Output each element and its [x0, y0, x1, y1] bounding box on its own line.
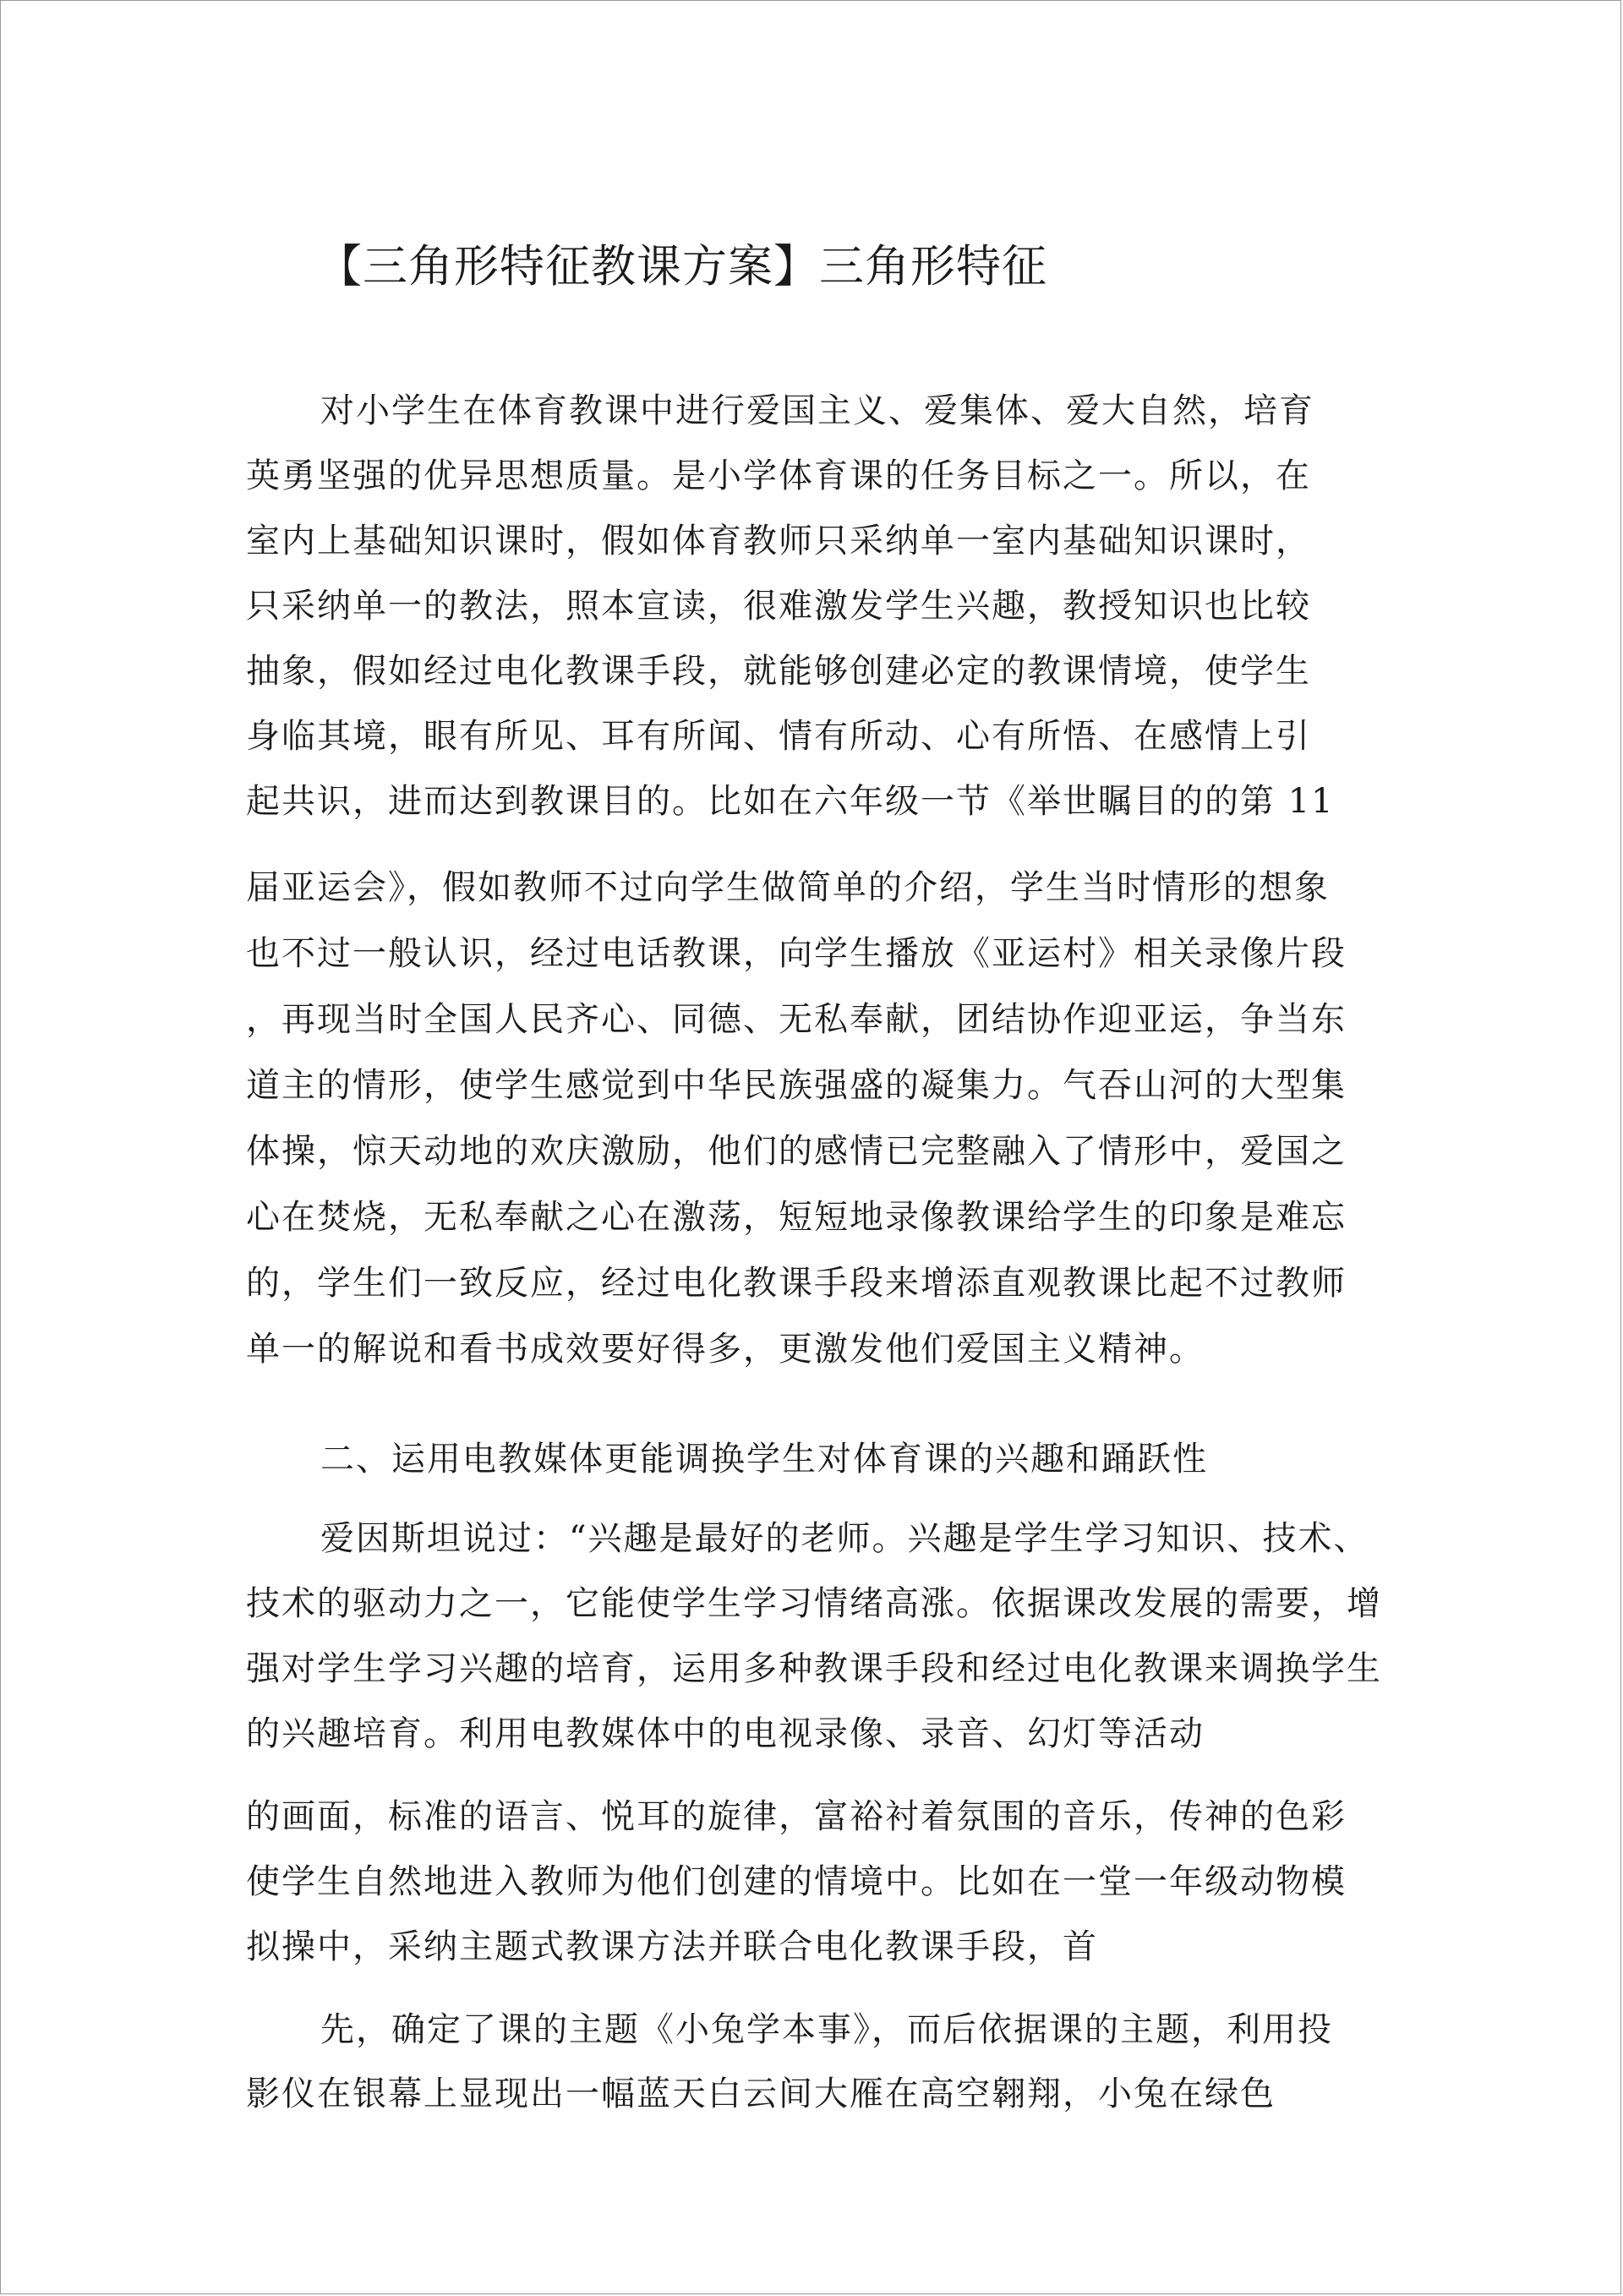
paragraph-line: ，再现当时全国人民齐心、同德、无私奉献，团结协作迎亚运，争当东 — [246, 1000, 1347, 1039]
paragraph-line: 爱因斯坦说过：“兴趣是最好的老师。兴趣是学生学习知识、技术、 — [320, 1519, 1369, 1558]
paragraph-line: 也不过一般认识，经过电话教课，向学生播放《亚运村》相关录像片段 — [246, 934, 1347, 973]
paragraph-line: 拟操中，采纳主题式教课方法并联合电化教课手段，首 — [246, 1927, 1098, 1966]
paragraph-line: 的兴趣培育。利用电教媒体中的电视录像、录音、幻灯等活动 — [246, 1714, 1205, 1753]
paragraph-line: 的，学生们一致反应，经过电化教课手段来增添直观教课比起不过教师 — [246, 1264, 1347, 1303]
section-heading: 二、运用电教媒体更能调换学生对体育课的兴趣和踊跃性 — [320, 1440, 1208, 1479]
paragraph-line: 身临其境，眼有所见、耳有所闻、情有所动、心有所悟、在感情上引 — [246, 717, 1311, 756]
paragraph-line: 起共识，进而达到教课目的。比如在六年级一节《举世瞩目的的第 11 — [246, 782, 1335, 821]
paragraph-line: 对小学生在体育教课中进行爱国主义、爱集体、爱大自然，培育 — [320, 391, 1314, 430]
paragraph-line: 技术的驱动力之一，它能使学生学习情绪高涨。依据课改发展的需要，增 — [246, 1584, 1382, 1623]
paragraph-line: 只采纳单一的教法，照本宣读，很难激发学生兴趣，教授知识也比较 — [246, 587, 1311, 626]
paragraph-line: 心在焚烧，无私奉献之心在激荡，短短地录像教课给学生的印象是难忘 — [246, 1198, 1347, 1237]
paragraph-line: 强对学生学习兴趣的培育，运用多种教课手段和经过电化教课来调换学生 — [246, 1649, 1382, 1688]
paragraph-line: 的画面，标准的语言、悦耳的旋律，富裕衬着氛围的音乐，传神的色彩 — [246, 1797, 1347, 1836]
document-title: 【三角形特征教课方案】三角形特征 — [317, 241, 1047, 292]
paragraph-line: 室内上基础知识课时，假如体育教师只采纳单一室内基础知识课时， — [246, 522, 1311, 560]
paragraph-line: 单一的解说和看书成效要好得多，更激发他们爱国主义精神。 — [246, 1330, 1205, 1369]
paragraph-line: 体操，惊天动地的欢庆激励，他们的感情已完整融入了情形中，爱国之 — [246, 1132, 1347, 1171]
paragraph-line: 影仪在银幕上显现出一幅蓝天白云间大雁在高空翱翔，小兔在绿色 — [246, 2075, 1276, 2113]
paragraph-line: 使学生自然地进入教师为他们创建的情境中。比如在一堂一年级动物模 — [246, 1862, 1347, 1901]
paragraph-line: 英勇坚强的优异思想质量。是小学体育课的任务目标之一。所以，在 — [246, 456, 1311, 495]
paragraph-line: 道主的情形，使学生感觉到中华民族强盛的凝集力。气吞山河的大型集 — [246, 1066, 1347, 1105]
paragraph-line: 先，确定了课的主题《小兔学本事》，而后依据课的主题，利用投 — [320, 2010, 1333, 2049]
paragraph-line: 届亚运会》，假如教师不过向学生做简单的介绍，学生当时情形的想象 — [246, 868, 1330, 907]
paragraph-line: 抽象，假如经过电化教课手段，就能够创建必定的教课情境，使学生 — [246, 652, 1311, 691]
